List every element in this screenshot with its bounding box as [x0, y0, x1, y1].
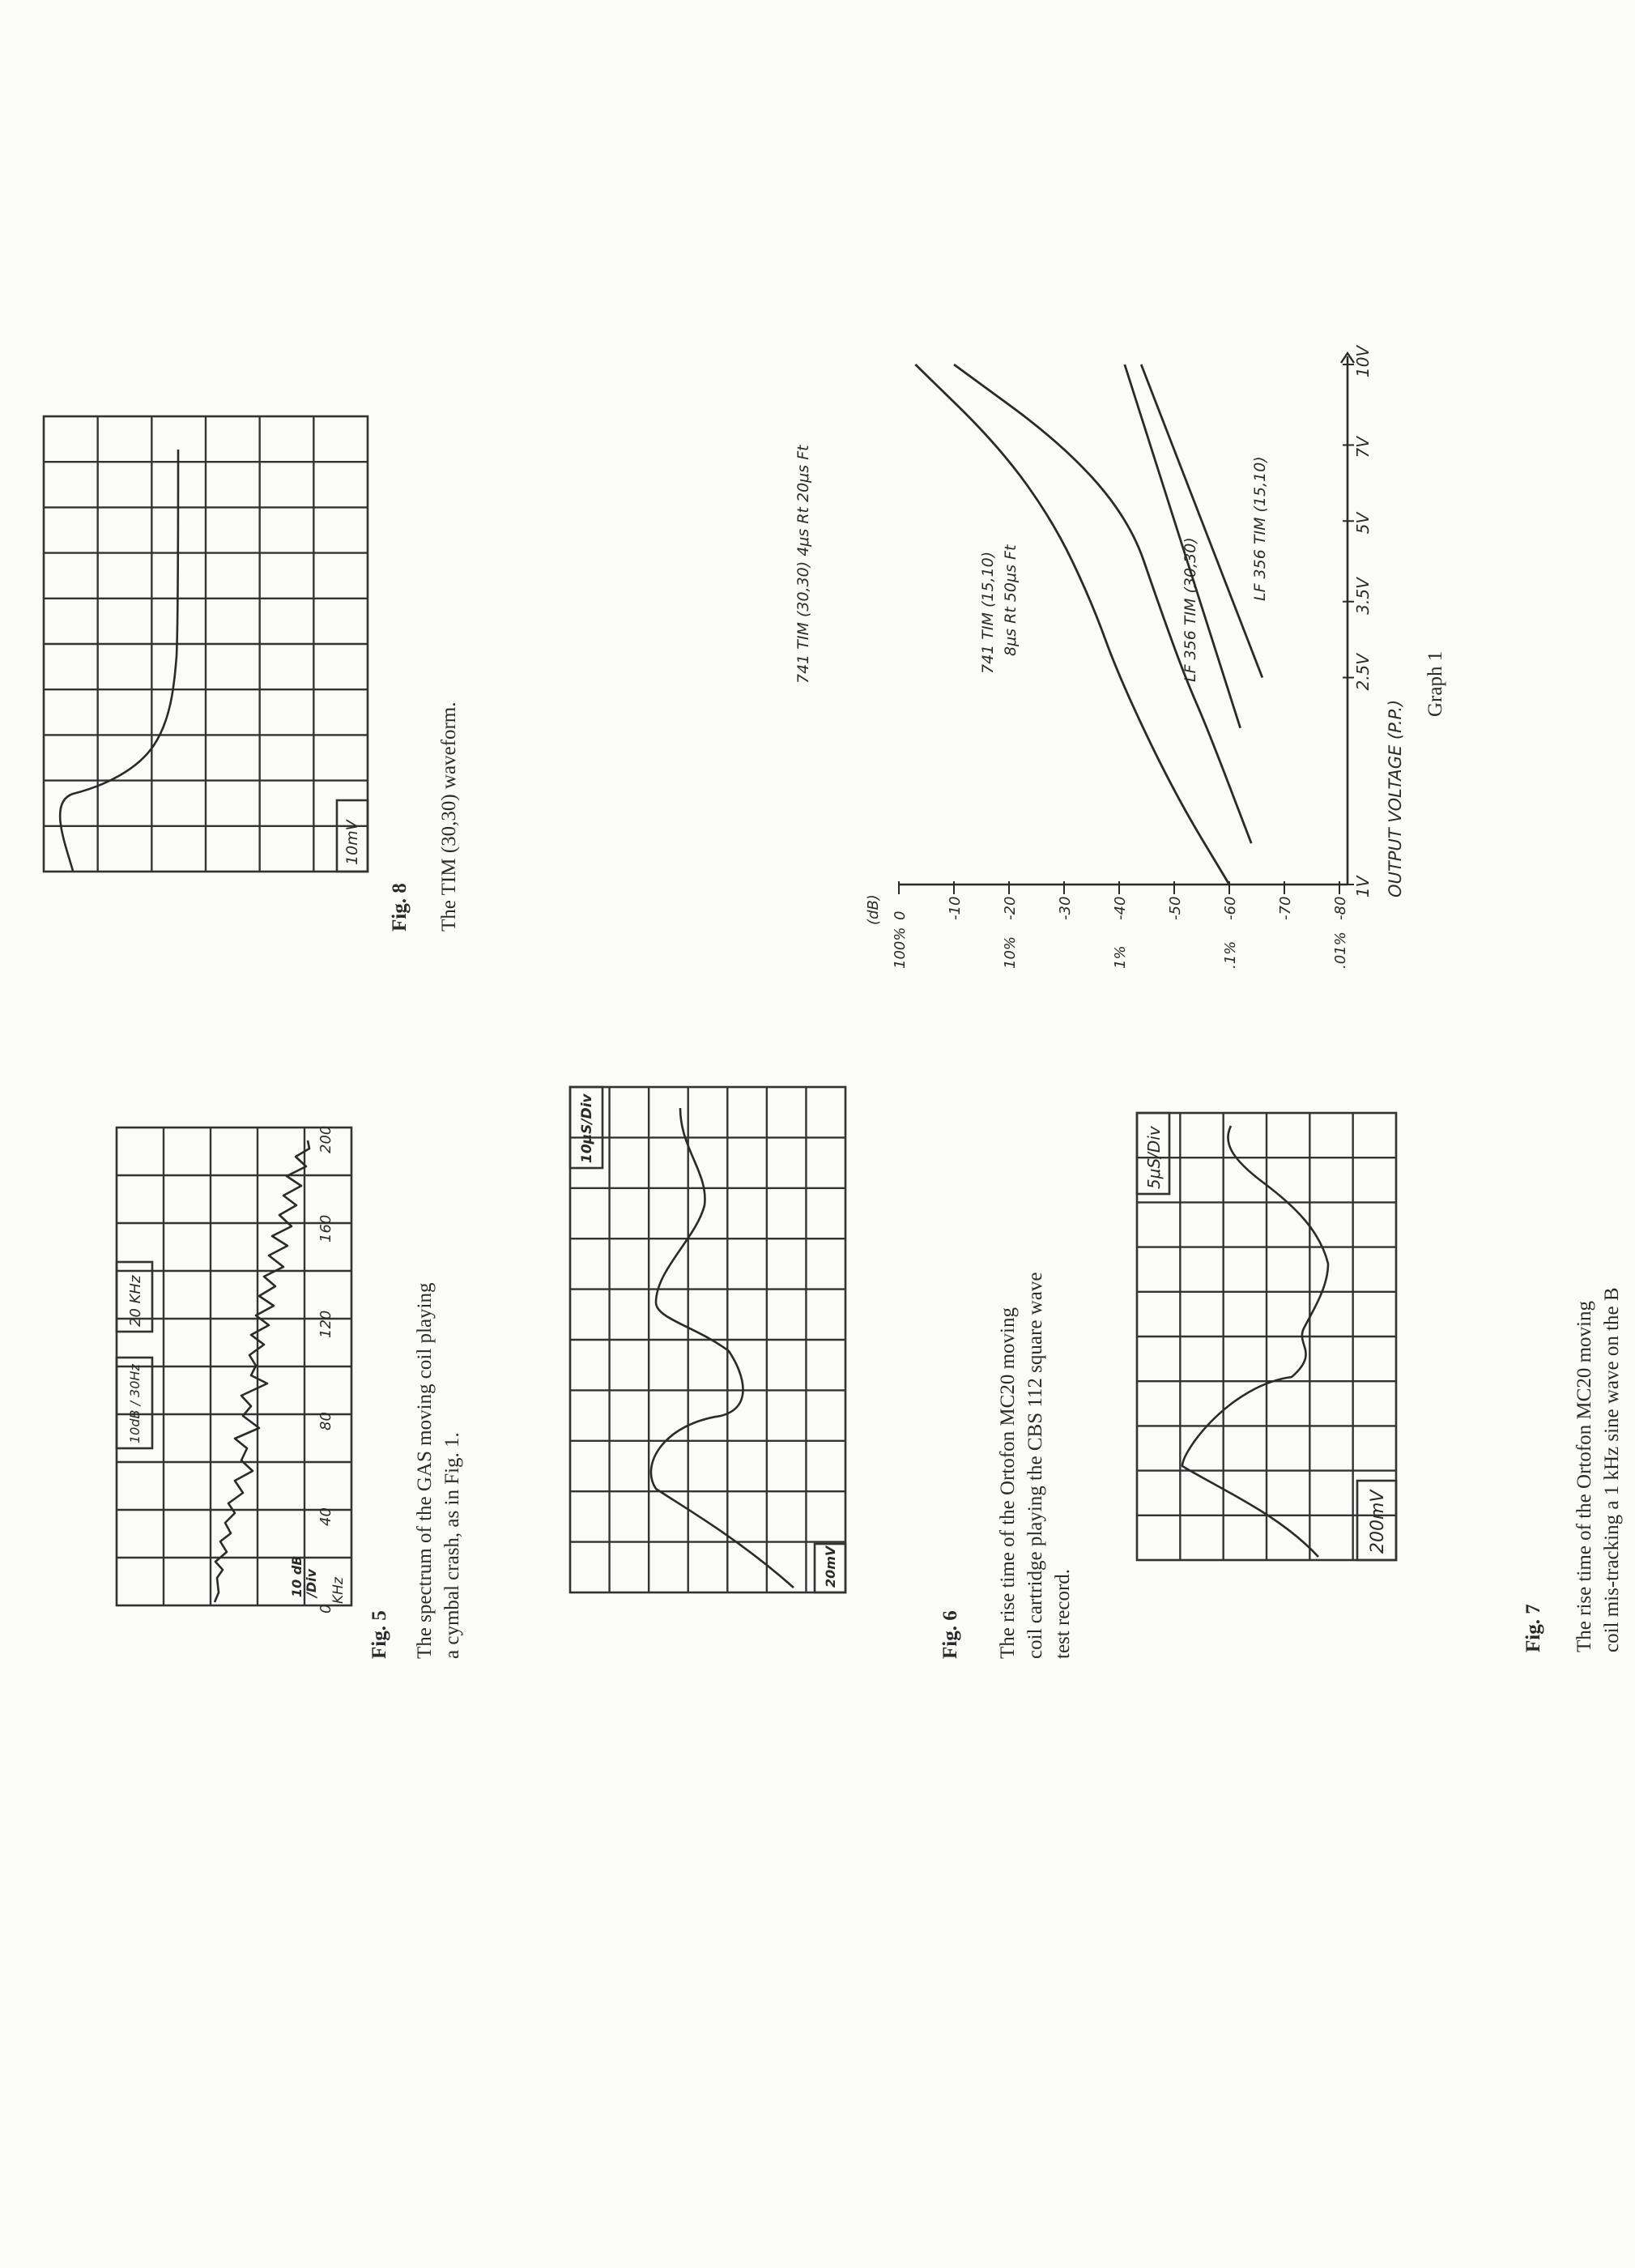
graph1-db-tick-label: -10: [947, 896, 964, 920]
fig5-tick-0: 0: [317, 1604, 334, 1614]
fig5-spectrum-trace: [215, 1140, 309, 1602]
fig5-tick-40: 40: [317, 1507, 334, 1526]
fig5-scale-box: [117, 1358, 152, 1448]
svg-text:20 KHz: 20 KHz: [127, 1275, 144, 1327]
fig7-label: Fig. 7: [1522, 1604, 1544, 1652]
graph1-series-label-1: 741 TIM (30,30) 4μs Rt 20μs Ft: [794, 445, 812, 684]
graph1-series-label-2a: 741 TIM (15,10): [979, 551, 997, 674]
fig7-trace: [1182, 1126, 1328, 1557]
graph1-series-line-4: [1141, 364, 1262, 678]
fig5-tick-160: 160: [317, 1214, 334, 1243]
graph1-volt-tick-label: 2.5V: [1353, 654, 1373, 691]
svg-text:200mV: 200mV: [1368, 1490, 1388, 1554]
graph1-xlabel: OUTPUT VOLTAGE (P.P.): [1386, 699, 1405, 897]
graph1-series-label-3: LF 356 TIM (30,30): [1182, 537, 1199, 682]
fig5-tick-80: 80: [317, 1412, 334, 1430]
graph1-volt-tick-label: 5V: [1353, 512, 1373, 535]
fig5-tick-120: 120: [317, 1310, 334, 1338]
fig8-caption: The TIM (30,30) waveform.: [438, 701, 460, 932]
graph1-db-tick-label: -20: [1002, 896, 1019, 920]
graph1-db-tick-label: -60: [1222, 896, 1239, 920]
graph1-db-tick-label: -70: [1277, 896, 1294, 920]
graph1-title: Graph 1: [1424, 650, 1446, 717]
graph1-ylabel: (dB): [865, 894, 882, 925]
graph1-volt-tick-label: 3.5V: [1353, 578, 1373, 615]
graph1-volt-tick-label: 7V: [1353, 437, 1373, 458]
fig7-caption: [1571, 1287, 1626, 1652]
svg-text:20mV: 20mV: [823, 1545, 838, 1588]
graph1-pct-tick-label: .1%: [1222, 940, 1239, 969]
fig7-caption-line-1: The rise time of the Ortofon MC20 moving: [1573, 1301, 1595, 1652]
graph1-series-line-2: [954, 364, 1251, 843]
fig8-label: Fig. 8: [389, 883, 411, 932]
svg-text:10μS/Div: 10μS/Div: [579, 1094, 595, 1163]
fig6-caption: [994, 1273, 1077, 1659]
fig6-scope-plot: [567, 1084, 850, 1596]
graph1-db-tick-label: -50: [1167, 896, 1184, 920]
graph1-db-tick-label: -30: [1057, 896, 1074, 920]
fig7-scope-plot: [1134, 1110, 1401, 1565]
fig6-label: Fig. 6: [939, 1610, 961, 1659]
graph1-pct-tick-label: .01%: [1332, 932, 1349, 969]
graph1-volt-tick-label: 1V: [1353, 876, 1373, 897]
svg-text:/Div: /Div: [304, 1568, 319, 1597]
graph1-pct-tick-label: 10%: [1002, 936, 1019, 969]
graph1-db-tick-label: -40: [1112, 896, 1129, 920]
fig7-caption-line-2: coil mis-tracking a 1 kHz sine wave on the B: [1601, 1287, 1623, 1652]
graph1-volt-tick-label: 10V: [1353, 345, 1373, 377]
fig6-caption-line-1: The rise time of the Ortofon MC20 moving: [997, 1307, 1019, 1659]
graph1-series-label-2b: 8μs Rt 50μs Ft: [1002, 544, 1020, 656]
graph1-db-tick-label: 0: [892, 910, 909, 920]
fig5-tick-200: 200: [317, 1125, 334, 1153]
fig6-caption-line-3: test record.: [1052, 1568, 1074, 1659]
svg-text:10dB / 30Hz: 10dB / 30Hz: [127, 1364, 143, 1443]
fig5-label: Fig. 5: [368, 1610, 390, 1659]
fig5-caption: [411, 1282, 466, 1659]
fig5-khz-box: [117, 1262, 152, 1332]
svg-text:10mV: 10mV: [343, 820, 361, 865]
fig5-caption-line-2: a cymbal crash, as in Fig. 1.: [441, 1432, 463, 1659]
fig6-volt-div-box: [815, 1544, 845, 1592]
fig8-volt-div-box: [337, 800, 368, 872]
fig7-volt-div-box: [1357, 1481, 1396, 1560]
fig6-time-div-box: [570, 1087, 602, 1168]
svg-text:5μS/Div: 5μS/Div: [1144, 1126, 1164, 1189]
fig5-x-ticks: [317, 1125, 342, 1615]
graph1-db-tick-label: -80: [1332, 896, 1349, 920]
graph1-pct-tick-label: 100%: [892, 927, 909, 969]
graph1-pct-tick-label: 1%: [1112, 945, 1129, 969]
graph1-series-label-4: LF 356 TIM (15,10): [1251, 456, 1269, 601]
fig6-caption-line-2: coil cartridge playing the CBS 112 square wave: [1024, 1272, 1046, 1659]
fig8-trace: [60, 450, 178, 871]
graph1-chart: [721, 340, 1405, 972]
fig8-scope-plot: [40, 413, 373, 875]
svg-text:10 dB: 10 dB: [289, 1555, 304, 1597]
fig5-x-unit: KHz: [330, 1577, 347, 1604]
fig6-trace: [651, 1108, 794, 1588]
fig7-time-div-box: [1137, 1113, 1169, 1194]
fig5-y-scale: [289, 1556, 319, 1599]
fig5-caption-line-1: The spectrum of the GAS moving coil playing: [414, 1282, 436, 1659]
